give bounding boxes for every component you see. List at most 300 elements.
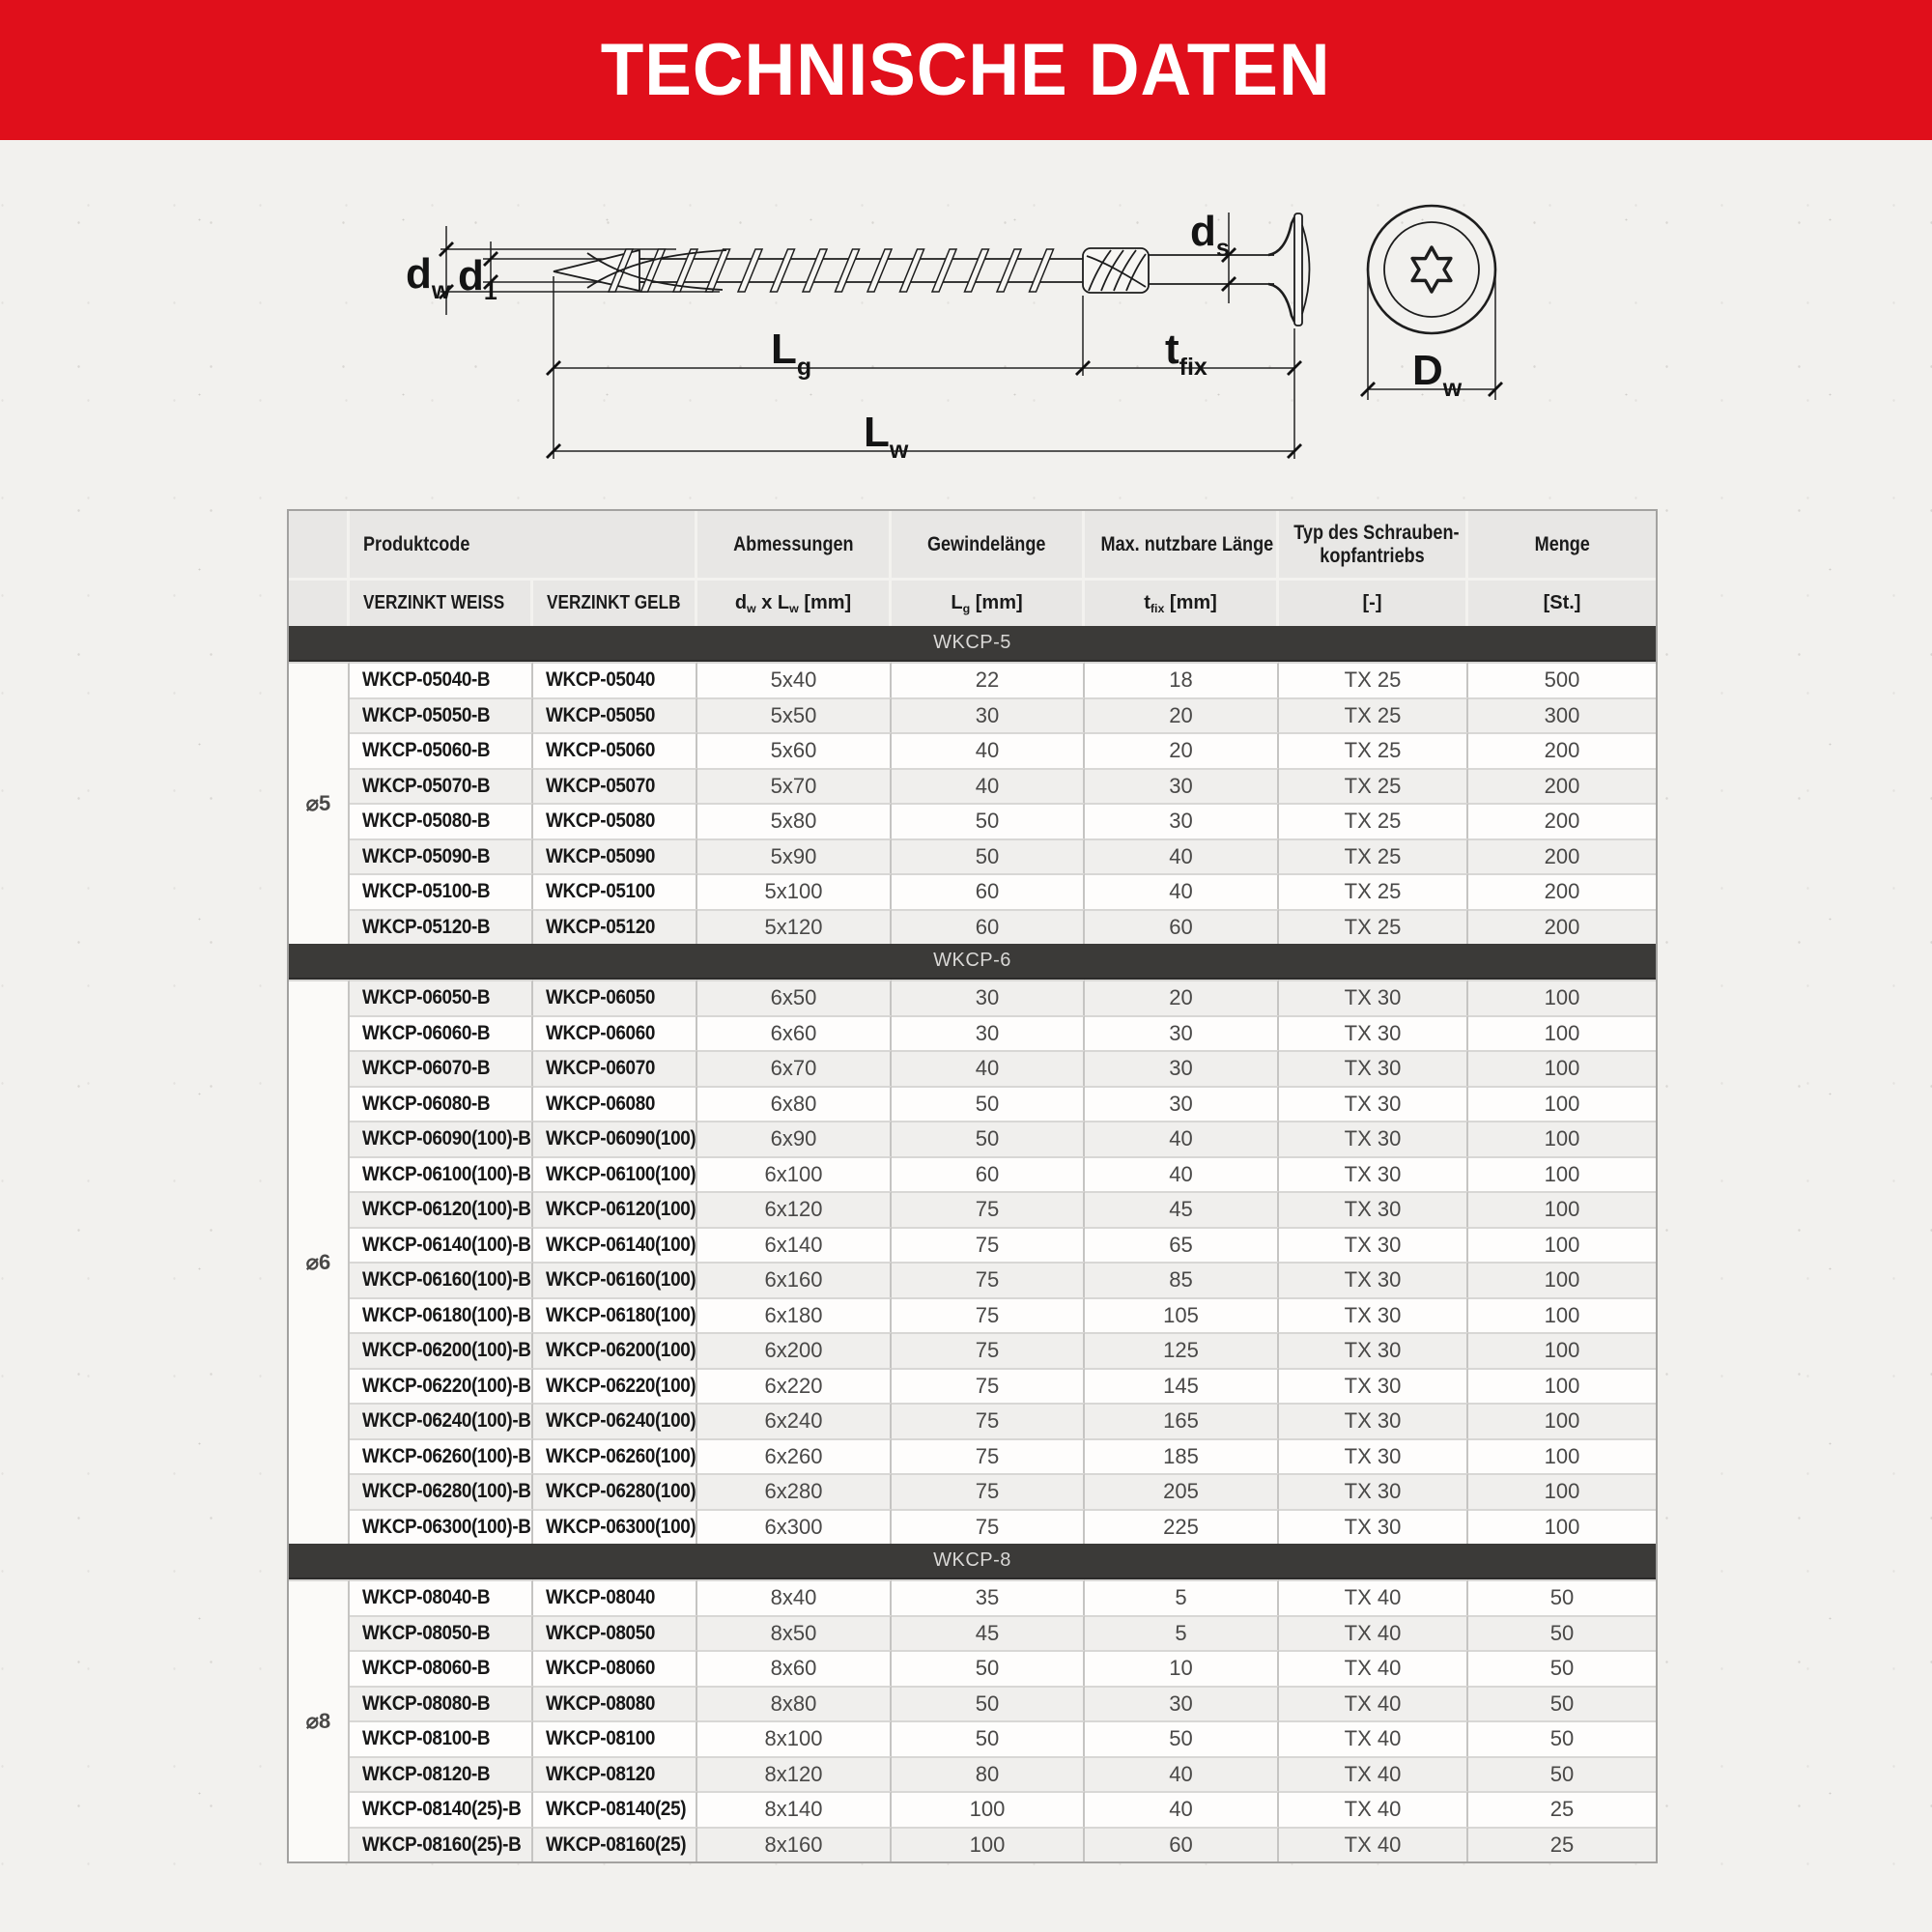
cell-verzinkt-weiss: WKCP-06260(100)-B bbox=[350, 1438, 533, 1474]
cell-gewindelaenge: 100 bbox=[892, 1827, 1085, 1862]
cell-menge: 100 bbox=[1468, 1050, 1656, 1086]
cell-gewindelaenge: 35 bbox=[892, 1579, 1085, 1615]
cell-abmessungen: 5x50 bbox=[697, 697, 892, 733]
cell-max-nutzbare-laenge: 205 bbox=[1085, 1473, 1279, 1509]
thread-crest bbox=[900, 249, 924, 292]
cell-verzinkt-gelb: WKCP-06280(100) bbox=[533, 1473, 697, 1509]
cell-gewindelaenge: 50 bbox=[892, 1121, 1085, 1156]
cell-verzinkt-gelb: WKCP-06050 bbox=[533, 980, 697, 1015]
cell-typ-antrieb: TX 25 bbox=[1279, 768, 1468, 804]
screw-technical-drawing bbox=[270, 145, 1584, 508]
cell-gewindelaenge: 80 bbox=[892, 1756, 1085, 1792]
cell-gewindelaenge: 50 bbox=[892, 1086, 1085, 1122]
cell-verzinkt-weiss: WKCP-08080-B bbox=[350, 1686, 533, 1721]
cell-verzinkt-weiss: WKCP-06300(100)-B bbox=[350, 1509, 533, 1545]
cell-menge: 100 bbox=[1468, 1403, 1656, 1438]
cell-verzinkt-weiss: WKCP-05040-B bbox=[350, 662, 533, 697]
diameter-label: ⌀6 bbox=[289, 980, 350, 1544]
thread-crest bbox=[965, 249, 989, 292]
cell-gewindelaenge: 30 bbox=[892, 697, 1085, 733]
thread-crest bbox=[738, 249, 762, 292]
cell-abmessungen: 8x50 bbox=[697, 1615, 892, 1651]
cell-menge: 25 bbox=[1468, 1791, 1656, 1827]
cell-menge: 100 bbox=[1468, 1438, 1656, 1474]
section-label: WKCP-6 bbox=[289, 944, 1656, 980]
cell-max-nutzbare-laenge: 40 bbox=[1085, 838, 1279, 874]
cell-typ-antrieb: TX 30 bbox=[1279, 1227, 1468, 1263]
cell-verzinkt-weiss: WKCP-08050-B bbox=[350, 1615, 533, 1651]
cell-verzinkt-gelb: WKCP-06240(100) bbox=[533, 1403, 697, 1438]
cell-abmessungen: 6x100 bbox=[697, 1156, 892, 1192]
table-row bbox=[289, 909, 1656, 945]
cell-gewindelaenge: 30 bbox=[892, 1015, 1085, 1051]
subheader-abmessungen: $d_w$ x $L_w$ [mm] bbox=[697, 581, 892, 626]
cell-typ-antrieb: TX 25 bbox=[1279, 873, 1468, 909]
washer-flange bbox=[1294, 213, 1302, 326]
cell-menge: 300 bbox=[1468, 697, 1656, 733]
table-row bbox=[289, 1050, 1656, 1086]
subheader-diameter-col bbox=[289, 581, 350, 626]
dim-label-ds: $d_s$ bbox=[1190, 208, 1230, 262]
page-title: TECHNISCHE DATEN bbox=[601, 29, 1331, 111]
head-inner-circle bbox=[1384, 222, 1479, 317]
cell-menge: 50 bbox=[1468, 1650, 1656, 1686]
cell-typ-antrieb: TX 30 bbox=[1279, 1156, 1468, 1192]
cell-max-nutzbare-laenge: 20 bbox=[1085, 980, 1279, 1015]
cell-max-nutzbare-laenge: 40 bbox=[1085, 1756, 1279, 1792]
table-row bbox=[289, 1262, 1656, 1297]
cell-verzinkt-gelb: WKCP-06070 bbox=[533, 1050, 697, 1086]
cell-abmessungen: 6x70 bbox=[697, 1050, 892, 1086]
table-header-row bbox=[289, 511, 1656, 581]
table-row bbox=[289, 803, 1656, 838]
cell-max-nutzbare-laenge: 40 bbox=[1085, 1121, 1279, 1156]
cell-abmessungen: 8x100 bbox=[697, 1720, 892, 1756]
header-typ-antrieb: Typ des Schrauben- kopfantriebs bbox=[1279, 511, 1468, 581]
head-flare-top bbox=[1268, 217, 1294, 255]
header-max-nutzbare-laenge: Max. nutzbare Länge bbox=[1085, 511, 1279, 581]
table-row bbox=[289, 697, 1656, 733]
cell-max-nutzbare-laenge: 225 bbox=[1085, 1509, 1279, 1545]
table-row bbox=[289, 1332, 1656, 1368]
cell-gewindelaenge: 45 bbox=[892, 1615, 1085, 1651]
cell-gewindelaenge: 50 bbox=[892, 1650, 1085, 1686]
cell-abmessungen: 8x80 bbox=[697, 1686, 892, 1721]
cell-abmessungen: 8x120 bbox=[697, 1756, 892, 1792]
cell-abmessungen: 5x80 bbox=[697, 803, 892, 838]
thread-crest bbox=[997, 249, 1021, 292]
cell-menge: 100 bbox=[1468, 1121, 1656, 1156]
table-row bbox=[289, 1791, 1656, 1827]
cell-gewindelaenge: 40 bbox=[892, 732, 1085, 768]
cell-gewindelaenge: 75 bbox=[892, 1227, 1085, 1263]
cell-gewindelaenge: 75 bbox=[892, 1438, 1085, 1474]
cell-verzinkt-gelb: WKCP-06160(100) bbox=[533, 1262, 697, 1297]
header-menge: Menge bbox=[1468, 511, 1656, 581]
cell-gewindelaenge: 100 bbox=[892, 1791, 1085, 1827]
cell-abmessungen: 8x140 bbox=[697, 1791, 892, 1827]
header-gewindelaenge: Gewindelänge bbox=[892, 511, 1085, 581]
head-outer-circle bbox=[1368, 206, 1495, 333]
cell-typ-antrieb: TX 30 bbox=[1279, 1050, 1468, 1086]
cell-verzinkt-gelb: WKCP-05090 bbox=[533, 838, 697, 874]
thread-crest bbox=[803, 249, 827, 292]
cell-verzinkt-weiss: WKCP-06220(100)-B bbox=[350, 1368, 533, 1404]
dim-label-d1: $d_1$ bbox=[458, 252, 497, 305]
cell-menge: 200 bbox=[1468, 838, 1656, 874]
cell-abmessungen: 6x160 bbox=[697, 1262, 892, 1297]
cell-typ-antrieb: TX 30 bbox=[1279, 1509, 1468, 1545]
cell-typ-antrieb: TX 40 bbox=[1279, 1827, 1468, 1862]
cell-verzinkt-weiss: WKCP-06120(100)-B bbox=[350, 1191, 533, 1227]
cell-typ-antrieb: TX 40 bbox=[1279, 1686, 1468, 1721]
cell-verzinkt-gelb: WKCP-05070 bbox=[533, 768, 697, 804]
cell-abmessungen: 6x200 bbox=[697, 1332, 892, 1368]
cell-verzinkt-weiss: WKCP-05100-B bbox=[350, 873, 533, 909]
cell-typ-antrieb: TX 25 bbox=[1279, 697, 1468, 733]
cell-verzinkt-weiss: WKCP-06050-B bbox=[350, 980, 533, 1015]
cell-verzinkt-weiss: WKCP-06280(100)-B bbox=[350, 1473, 533, 1509]
cell-menge: 25 bbox=[1468, 1827, 1656, 1862]
cell-abmessungen: 6x90 bbox=[697, 1121, 892, 1156]
cell-menge: 100 bbox=[1468, 1473, 1656, 1509]
subheader-verzinkt-weiss: VERZINKT WEISS bbox=[350, 581, 533, 626]
cell-gewindelaenge: 30 bbox=[892, 980, 1085, 1015]
cell-verzinkt-gelb: WKCP-05060 bbox=[533, 732, 697, 768]
diameter-label: ⌀8 bbox=[289, 1579, 350, 1861]
cell-abmessungen: 6x180 bbox=[697, 1297, 892, 1333]
cell-verzinkt-gelb: WKCP-08050 bbox=[533, 1615, 697, 1651]
header-produktcode: Produktcode bbox=[350, 511, 697, 581]
table-row bbox=[289, 1015, 1656, 1051]
cell-max-nutzbare-laenge: 40 bbox=[1085, 1791, 1279, 1827]
cell-typ-antrieb: TX 25 bbox=[1279, 662, 1468, 697]
cell-verzinkt-weiss: WKCP-08140(25)-B bbox=[350, 1791, 533, 1827]
cell-abmessungen: 5x120 bbox=[697, 909, 892, 945]
cell-typ-antrieb: TX 30 bbox=[1279, 1403, 1468, 1438]
cell-verzinkt-gelb: WKCP-06120(100) bbox=[533, 1191, 697, 1227]
cell-abmessungen: 6x240 bbox=[697, 1403, 892, 1438]
cell-verzinkt-gelb: WKCP-06140(100) bbox=[533, 1227, 697, 1263]
dim-label-tfix: $t_{fix}$ bbox=[1165, 326, 1208, 381]
cell-abmessungen: 5x90 bbox=[697, 838, 892, 874]
cell-max-nutzbare-laenge: 5 bbox=[1085, 1579, 1279, 1615]
cell-verzinkt-weiss: WKCP-05090-B bbox=[350, 838, 533, 874]
cell-gewindelaenge: 50 bbox=[892, 838, 1085, 874]
table-row bbox=[289, 1227, 1656, 1263]
cell-menge: 50 bbox=[1468, 1686, 1656, 1721]
cell-max-nutzbare-laenge: 105 bbox=[1085, 1297, 1279, 1333]
cell-abmessungen: 6x300 bbox=[697, 1509, 892, 1545]
cell-verzinkt-gelb: WKCP-05040 bbox=[533, 662, 697, 697]
cell-menge: 50 bbox=[1468, 1615, 1656, 1651]
cell-typ-antrieb: TX 25 bbox=[1279, 803, 1468, 838]
cell-abmessungen: 6x50 bbox=[697, 980, 892, 1015]
cell-abmessungen: 5x100 bbox=[697, 873, 892, 909]
cell-max-nutzbare-laenge: 10 bbox=[1085, 1650, 1279, 1686]
table-row bbox=[289, 1156, 1656, 1192]
thread-crest bbox=[706, 249, 730, 292]
cell-verzinkt-weiss: WKCP-06160(100)-B bbox=[350, 1262, 533, 1297]
section-label: WKCP-8 bbox=[289, 1544, 1656, 1579]
cell-verzinkt-gelb: WKCP-08140(25) bbox=[533, 1791, 697, 1827]
cell-verzinkt-weiss: WKCP-06180(100)-B bbox=[350, 1297, 533, 1333]
cell-verzinkt-gelb: WKCP-08060 bbox=[533, 1650, 697, 1686]
cell-verzinkt-gelb: WKCP-06200(100) bbox=[533, 1332, 697, 1368]
cell-typ-antrieb: TX 25 bbox=[1279, 909, 1468, 945]
cell-max-nutzbare-laenge: 30 bbox=[1085, 1686, 1279, 1721]
cell-typ-antrieb: TX 40 bbox=[1279, 1650, 1468, 1686]
cell-menge: 50 bbox=[1468, 1720, 1656, 1756]
section-header-row bbox=[289, 626, 1656, 662]
table-row bbox=[289, 1086, 1656, 1122]
cell-typ-antrieb: TX 25 bbox=[1279, 838, 1468, 874]
thread-crest bbox=[771, 249, 795, 292]
cell-max-nutzbare-laenge: 20 bbox=[1085, 732, 1279, 768]
cell-gewindelaenge: 75 bbox=[892, 1403, 1085, 1438]
cell-menge: 100 bbox=[1468, 1156, 1656, 1192]
technical-data-table bbox=[287, 509, 1658, 1863]
cell-verzinkt-weiss: WKCP-05120-B bbox=[350, 909, 533, 945]
cell-verzinkt-weiss: WKCP-08100-B bbox=[350, 1720, 533, 1756]
cell-verzinkt-gelb: WKCP-06180(100) bbox=[533, 1297, 697, 1333]
table-row bbox=[289, 1579, 1656, 1615]
cell-menge: 200 bbox=[1468, 768, 1656, 804]
cell-gewindelaenge: 75 bbox=[892, 1191, 1085, 1227]
cell-typ-antrieb: TX 40 bbox=[1279, 1615, 1468, 1651]
cell-max-nutzbare-laenge: 60 bbox=[1085, 1827, 1279, 1862]
thread-crest bbox=[1030, 249, 1054, 292]
cell-menge: 100 bbox=[1468, 1368, 1656, 1404]
cell-typ-antrieb: TX 30 bbox=[1279, 1191, 1468, 1227]
cell-typ-antrieb: TX 30 bbox=[1279, 1015, 1468, 1051]
cell-menge: 50 bbox=[1468, 1579, 1656, 1615]
dim-label-lw: $L_w$ bbox=[864, 409, 909, 464]
cell-typ-antrieb: TX 30 bbox=[1279, 1086, 1468, 1122]
spec-table-body bbox=[289, 626, 1656, 1861]
cell-gewindelaenge: 22 bbox=[892, 662, 1085, 697]
table-row bbox=[289, 838, 1656, 874]
cell-verzinkt-gelb: WKCP-06220(100) bbox=[533, 1368, 697, 1404]
cell-menge: 200 bbox=[1468, 873, 1656, 909]
cell-max-nutzbare-laenge: 125 bbox=[1085, 1332, 1279, 1368]
cell-menge: 100 bbox=[1468, 1297, 1656, 1333]
thread-crest bbox=[641, 249, 666, 292]
cell-verzinkt-weiss: WKCP-05080-B bbox=[350, 803, 533, 838]
table-row bbox=[289, 1121, 1656, 1156]
cell-abmessungen: 8x40 bbox=[697, 1579, 892, 1615]
cell-gewindelaenge: 60 bbox=[892, 909, 1085, 945]
cell-typ-antrieb: TX 30 bbox=[1279, 980, 1468, 1015]
cell-verzinkt-gelb: WKCP-08040 bbox=[533, 1579, 697, 1615]
cell-max-nutzbare-laenge: 45 bbox=[1085, 1191, 1279, 1227]
cell-typ-antrieb: TX 30 bbox=[1279, 1297, 1468, 1333]
cell-menge: 100 bbox=[1468, 980, 1656, 1015]
cell-verzinkt-weiss: WKCP-05070-B bbox=[350, 768, 533, 804]
cell-verzinkt-weiss: WKCP-06140(100)-B bbox=[350, 1227, 533, 1263]
cell-abmessungen: 5x60 bbox=[697, 732, 892, 768]
table-row bbox=[289, 1368, 1656, 1404]
cell-verzinkt-weiss: WKCP-06070-B bbox=[350, 1050, 533, 1086]
table-subheader-row bbox=[289, 581, 1656, 626]
cell-max-nutzbare-laenge: 50 bbox=[1085, 1720, 1279, 1756]
table-row bbox=[289, 1650, 1656, 1686]
cell-gewindelaenge: 75 bbox=[892, 1509, 1085, 1545]
cell-gewindelaenge: 60 bbox=[892, 873, 1085, 909]
cell-verzinkt-gelb: WKCP-06300(100) bbox=[533, 1509, 697, 1545]
table-row bbox=[289, 1509, 1656, 1545]
table-row bbox=[289, 1473, 1656, 1509]
cell-menge: 500 bbox=[1468, 662, 1656, 697]
cell-gewindelaenge: 50 bbox=[892, 803, 1085, 838]
cell-typ-antrieb: TX 40 bbox=[1279, 1756, 1468, 1792]
cell-max-nutzbare-laenge: 30 bbox=[1085, 768, 1279, 804]
cell-typ-antrieb: TX 30 bbox=[1279, 1368, 1468, 1404]
table-row bbox=[289, 1297, 1656, 1333]
section-label: WKCP-5 bbox=[289, 626, 1656, 662]
table-row bbox=[289, 1827, 1656, 1862]
cell-max-nutzbare-laenge: 40 bbox=[1085, 873, 1279, 909]
cell-menge: 200 bbox=[1468, 732, 1656, 768]
cell-verzinkt-weiss: WKCP-08040-B bbox=[350, 1579, 533, 1615]
cell-max-nutzbare-laenge: 30 bbox=[1085, 1015, 1279, 1051]
cell-gewindelaenge: 75 bbox=[892, 1297, 1085, 1333]
cell-typ-antrieb: TX 40 bbox=[1279, 1579, 1468, 1615]
table-row bbox=[289, 1438, 1656, 1474]
table-row bbox=[289, 732, 1656, 768]
cell-verzinkt-gelb: WKCP-08080 bbox=[533, 1686, 697, 1721]
table-row bbox=[289, 1191, 1656, 1227]
cell-max-nutzbare-laenge: 20 bbox=[1085, 697, 1279, 733]
header-abmessungen: Abmessungen bbox=[697, 511, 892, 581]
cell-abmessungen: 6x220 bbox=[697, 1368, 892, 1404]
thread-crest bbox=[836, 249, 860, 292]
cell-verzinkt-weiss: WKCP-06090(100)-B bbox=[350, 1121, 533, 1156]
cell-typ-antrieb: TX 30 bbox=[1279, 1262, 1468, 1297]
cell-max-nutzbare-laenge: 60 bbox=[1085, 909, 1279, 945]
head-dome bbox=[1302, 225, 1310, 314]
cell-verzinkt-gelb: WKCP-05050 bbox=[533, 697, 697, 733]
cell-typ-antrieb: TX 30 bbox=[1279, 1121, 1468, 1156]
cell-gewindelaenge: 40 bbox=[892, 1050, 1085, 1086]
cell-verzinkt-weiss: WKCP-06080-B bbox=[350, 1086, 533, 1122]
cell-max-nutzbare-laenge: 85 bbox=[1085, 1262, 1279, 1297]
cell-max-nutzbare-laenge: 40 bbox=[1085, 1156, 1279, 1192]
cell-gewindelaenge: 75 bbox=[892, 1368, 1085, 1404]
subheader-tfix: $t_{fix}$ [mm] bbox=[1085, 581, 1279, 626]
cell-max-nutzbare-laenge: 30 bbox=[1085, 803, 1279, 838]
cell-menge: 100 bbox=[1468, 1015, 1656, 1051]
cell-gewindelaenge: 40 bbox=[892, 768, 1085, 804]
cell-menge: 100 bbox=[1468, 1086, 1656, 1122]
cell-gewindelaenge: 75 bbox=[892, 1473, 1085, 1509]
subheader-verzinkt-gelb: VERZINKT GELB bbox=[533, 581, 697, 626]
cell-verzinkt-weiss: WKCP-08120-B bbox=[350, 1756, 533, 1792]
cell-verzinkt-gelb: WKCP-06080 bbox=[533, 1086, 697, 1122]
cell-verzinkt-gelb: WKCP-05100 bbox=[533, 873, 697, 909]
cell-menge: 100 bbox=[1468, 1262, 1656, 1297]
cell-menge: 200 bbox=[1468, 803, 1656, 838]
table-row bbox=[289, 1720, 1656, 1756]
cell-max-nutzbare-laenge: 30 bbox=[1085, 1050, 1279, 1086]
cell-verzinkt-weiss: WKCP-05060-B bbox=[350, 732, 533, 768]
cell-abmessungen: 6x140 bbox=[697, 1227, 892, 1263]
torx-recess-icon bbox=[1412, 247, 1451, 292]
thread-crest bbox=[932, 249, 956, 292]
cell-verzinkt-gelb: WKCP-08160(25) bbox=[533, 1827, 697, 1862]
table-row bbox=[289, 980, 1656, 1015]
head-flare-bottom bbox=[1268, 284, 1294, 322]
cell-verzinkt-weiss: WKCP-06100(100)-B bbox=[350, 1156, 533, 1192]
cell-menge: 200 bbox=[1468, 909, 1656, 945]
cell-gewindelaenge: 50 bbox=[892, 1686, 1085, 1721]
cell-menge: 100 bbox=[1468, 1509, 1656, 1545]
cell-verzinkt-gelb: WKCP-06260(100) bbox=[533, 1438, 697, 1474]
subheader-menge: [St.] bbox=[1468, 581, 1656, 626]
cell-menge: 100 bbox=[1468, 1332, 1656, 1368]
cell-gewindelaenge: 60 bbox=[892, 1156, 1085, 1192]
thread-crest bbox=[867, 249, 892, 292]
cell-max-nutzbare-laenge: 145 bbox=[1085, 1368, 1279, 1404]
cell-verzinkt-weiss: WKCP-05050-B bbox=[350, 697, 533, 733]
cell-gewindelaenge: 50 bbox=[892, 1720, 1085, 1756]
cell-max-nutzbare-laenge: 185 bbox=[1085, 1438, 1279, 1474]
section-header-row bbox=[289, 1544, 1656, 1579]
cell-abmessungen: 6x60 bbox=[697, 1015, 892, 1051]
cell-verzinkt-gelb: WKCP-06100(100) bbox=[533, 1156, 697, 1192]
subheader-typ: [-] bbox=[1279, 581, 1468, 626]
cell-typ-antrieb: TX 30 bbox=[1279, 1332, 1468, 1368]
cell-abmessungen: 5x40 bbox=[697, 662, 892, 697]
cell-max-nutzbare-laenge: 65 bbox=[1085, 1227, 1279, 1263]
cell-abmessungen: 6x260 bbox=[697, 1438, 892, 1474]
cell-verzinkt-gelb: WKCP-05120 bbox=[533, 909, 697, 945]
cell-typ-antrieb: TX 30 bbox=[1279, 1473, 1468, 1509]
cell-typ-antrieb: TX 30 bbox=[1279, 1438, 1468, 1474]
cell-max-nutzbare-laenge: 5 bbox=[1085, 1615, 1279, 1651]
cell-typ-antrieb: TX 25 bbox=[1279, 732, 1468, 768]
cell-verzinkt-gelb: WKCP-05080 bbox=[533, 803, 697, 838]
dim-label-lg: $L_g$ bbox=[771, 326, 812, 381]
cell-abmessungen: 6x80 bbox=[697, 1086, 892, 1122]
subheader-gewindelaenge: $L_g$ [mm] bbox=[892, 581, 1085, 626]
cell-verzinkt-gelb: WKCP-08120 bbox=[533, 1756, 697, 1792]
table-row bbox=[289, 1615, 1656, 1651]
cell-menge: 50 bbox=[1468, 1756, 1656, 1792]
cell-menge: 100 bbox=[1468, 1191, 1656, 1227]
dim-label-Dw: $D_w$ bbox=[1412, 347, 1463, 402]
cell-verzinkt-weiss: WKCP-06060-B bbox=[350, 1015, 533, 1051]
diameter-label: ⌀5 bbox=[289, 662, 350, 944]
cell-verzinkt-gelb: WKCP-08100 bbox=[533, 1720, 697, 1756]
cell-verzinkt-weiss: WKCP-08160(25)-B bbox=[350, 1827, 533, 1862]
cell-menge: 100 bbox=[1468, 1227, 1656, 1263]
cell-max-nutzbare-laenge: 30 bbox=[1085, 1086, 1279, 1122]
cell-gewindelaenge: 75 bbox=[892, 1332, 1085, 1368]
cell-verzinkt-weiss: WKCP-08060-B bbox=[350, 1650, 533, 1686]
table-row bbox=[289, 1756, 1656, 1792]
cell-typ-antrieb: TX 40 bbox=[1279, 1791, 1468, 1827]
cell-verzinkt-weiss: WKCP-06240(100)-B bbox=[350, 1403, 533, 1438]
cell-abmessungen: 5x70 bbox=[697, 768, 892, 804]
cell-abmessungen: 8x60 bbox=[697, 1650, 892, 1686]
header-diameter-col bbox=[289, 511, 350, 581]
cell-verzinkt-gelb: WKCP-06060 bbox=[533, 1015, 697, 1051]
table-row bbox=[289, 1686, 1656, 1721]
dim-label-dw: $d_w$ bbox=[406, 250, 451, 304]
cell-abmessungen: 6x280 bbox=[697, 1473, 892, 1509]
cell-max-nutzbare-laenge: 165 bbox=[1085, 1403, 1279, 1438]
